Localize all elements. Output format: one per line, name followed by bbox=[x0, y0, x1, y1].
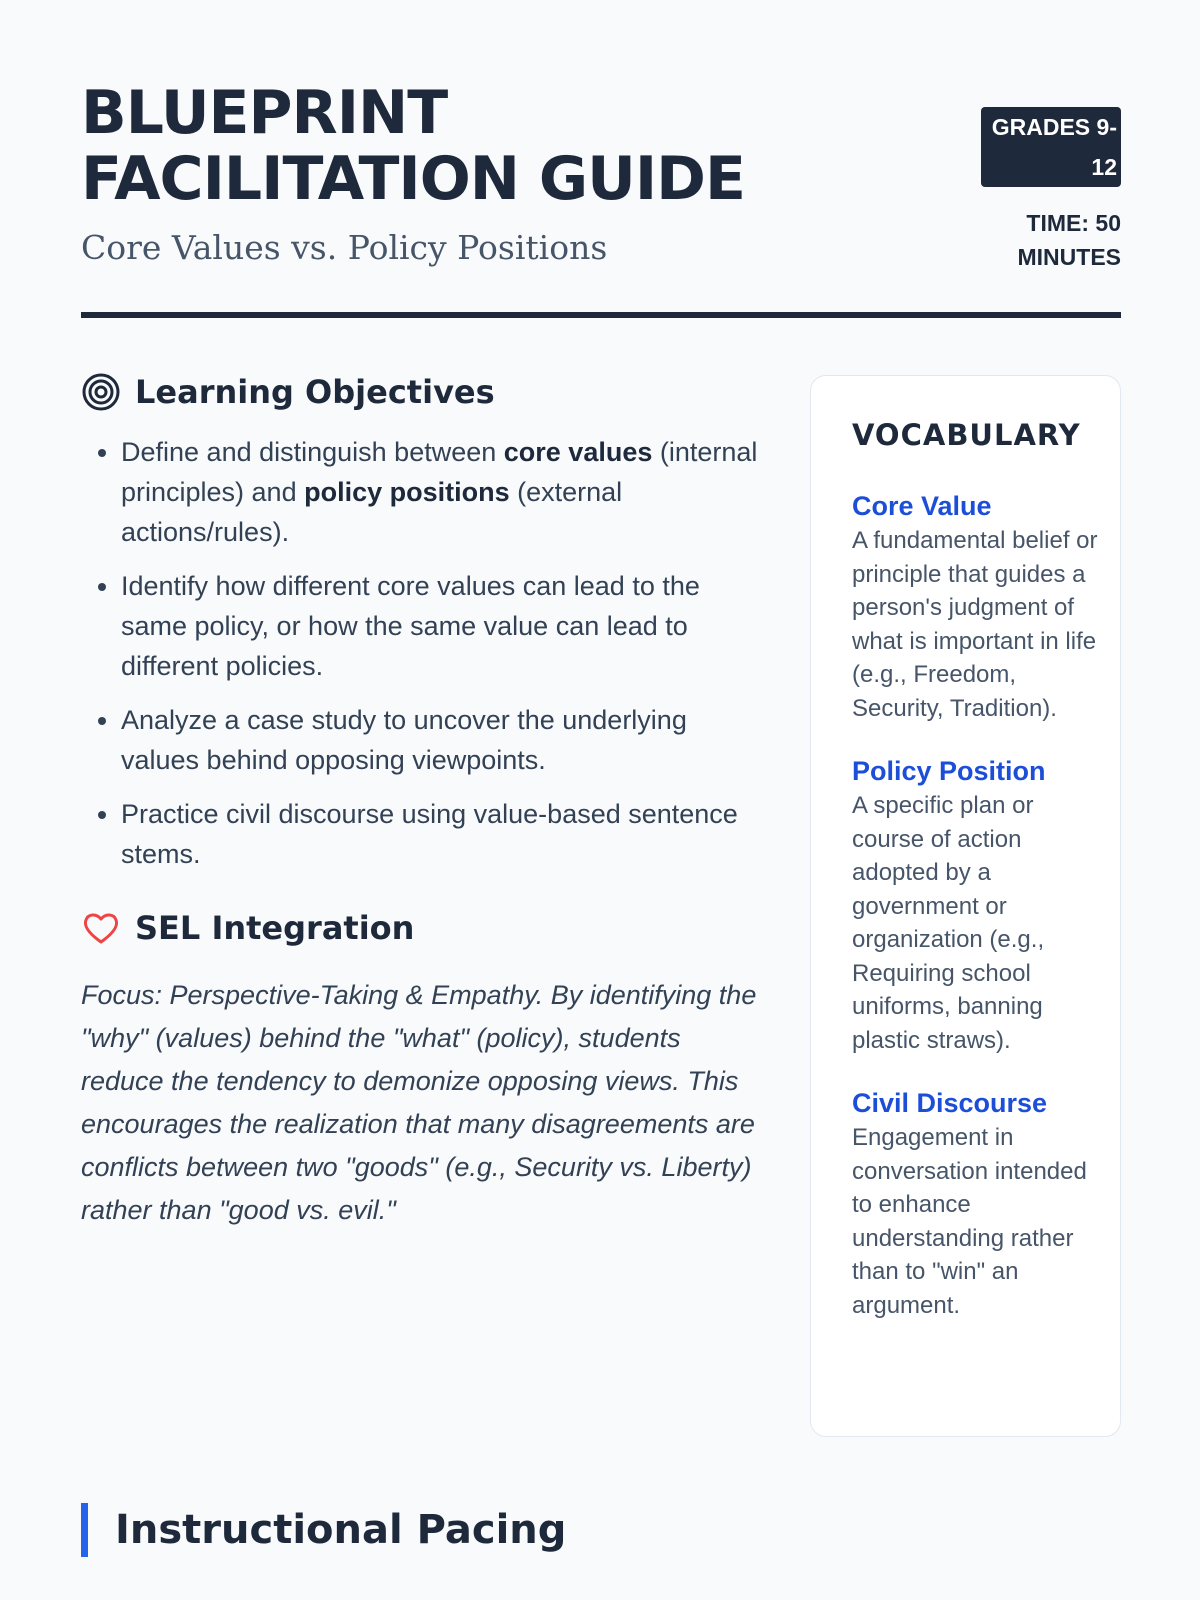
sel-description: Focus: Perspective-Taking & Empathy. By identifying the "why" (values) behind the "what" (policy), students reduce the tendency to demonize opposing views. This encourages the realization that many disagreements are conflicts between two "goods" (e.g., Security vs. Liberty) rather than "good vs. evil." bbox=[81, 980, 757, 1225]
time-label: TIME: 50 MINUTES bbox=[1017, 210, 1121, 270]
list-item: • Identify how different core values can lead to the same policy, or how the same value can lead to different policies. bbox=[121, 566, 761, 686]
objectives-heading-text: Learning Objectives bbox=[135, 373, 495, 411]
facilitation-guide-page bbox=[81, 0, 1121, 1553]
objective-bold-term: core values bbox=[503, 437, 653, 467]
objective-text: (external actions/rules). bbox=[121, 477, 623, 547]
objectives-list bbox=[81, 432, 761, 874]
vocab-term: Civil Discourse bbox=[852, 1088, 1048, 1118]
header-divider bbox=[81, 312, 1121, 318]
pacing-heading: Instructional Pacing bbox=[81, 1503, 566, 1557]
vocabulary-card bbox=[810, 375, 1121, 1437]
page-subtitle: Core Values vs. Policy Positions bbox=[81, 228, 608, 267]
sel-heading-text: SEL Integration bbox=[135, 909, 415, 947]
guide-header bbox=[81, 0, 1121, 322]
list-item bbox=[121, 432, 761, 552]
list-item: • Analyze a case study to uncover the underlying values behind opposing viewpoints. bbox=[121, 700, 761, 780]
objective-text: (internal principles) and bbox=[121, 437, 758, 507]
objective-text: Define and distinguish between bbox=[121, 437, 504, 467]
vocab-definition: Engagement in conversation intended to enhance understanding rather than to "win" an argument. bbox=[852, 1124, 1087, 1319]
grades-badge: GRADES 9-12 bbox=[981, 107, 1121, 187]
heart-icon bbox=[81, 908, 121, 948]
vocab-term: Core Value bbox=[852, 491, 992, 521]
objective-bold-term: policy positions bbox=[304, 477, 510, 507]
vocabulary-title: VOCABULARY bbox=[852, 418, 1081, 452]
vocab-definition: A specific plan or course of action adopted by a government or organization (e.g., Requiring school uniforms, banning plastic straws). bbox=[852, 792, 1045, 1054]
objectives-heading bbox=[81, 372, 761, 412]
vocab-definition: A fundamental belief or principle that guides a person's judgment of what is important in life (e.g., Freedom, Security, Tradition). bbox=[852, 527, 1098, 722]
main-column bbox=[81, 372, 761, 1232]
vocab-term: Policy Position bbox=[852, 756, 1046, 786]
list-item: • Practice civil discourse using value-based sentence stems. bbox=[121, 794, 761, 874]
sel-heading bbox=[81, 908, 761, 948]
page-title: BLUEPRINT FACILITATION GUIDE bbox=[81, 78, 745, 214]
target-icon bbox=[81, 372, 121, 412]
